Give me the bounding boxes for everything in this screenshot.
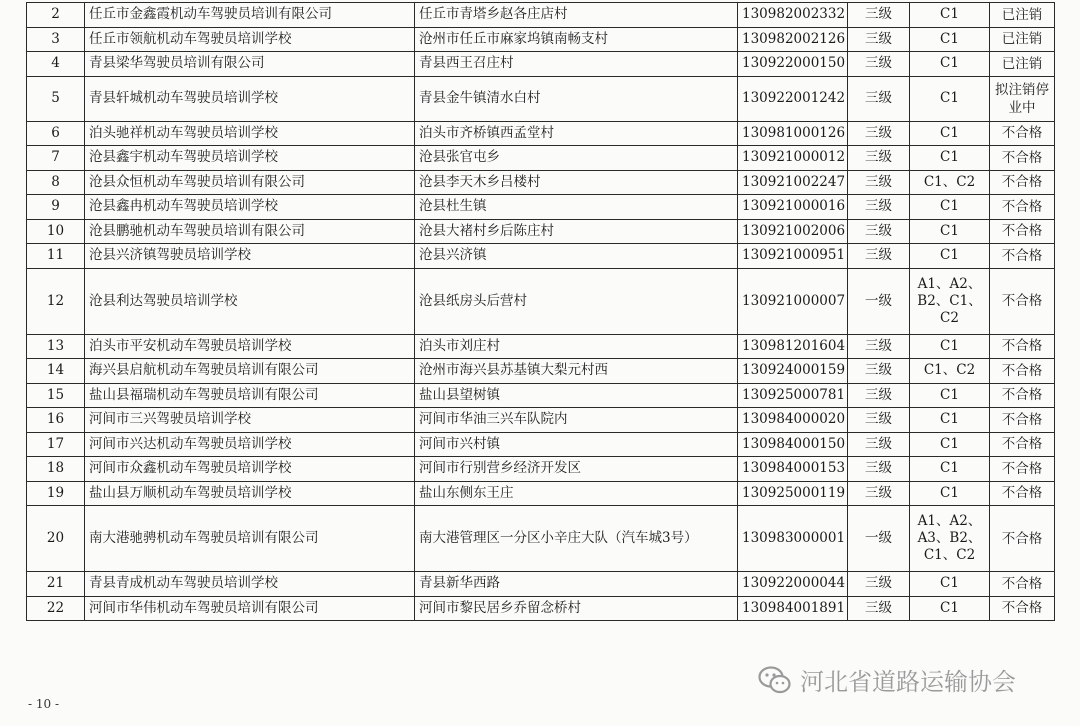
school-level-cell: 三级 [848,432,910,457]
school-name-cell: 沧县鹏驰机动车驾驶员培训有限公司 [85,219,415,244]
license-code-cell: 130984000153 [738,457,848,482]
license-code-cell: 130984000020 [738,408,848,433]
status-cell: 不合格 [990,506,1055,572]
status-cell: 已注销 [990,27,1055,52]
school-name-cell: 泊头驰祥机动车驾驶员培训学校 [85,121,415,146]
school-address-cell: 盐山东侧东王庄 [415,481,738,506]
license-types-cell: C1、C2 [910,359,990,384]
school-address-cell: 青县新华西路 [415,572,738,597]
school-level-cell: 三级 [848,3,910,28]
row-number-cell: 9 [27,195,85,220]
school-address-cell: 青县金牛镇清水白村 [415,76,738,121]
license-types-cell: C1 [910,457,990,482]
school-name-cell: 青县青成机动车驾驶员培训学校 [85,572,415,597]
status-cell: 不合格 [990,457,1055,482]
license-code-cell: 130922001242 [738,76,848,121]
school-level-cell: 三级 [848,195,910,220]
status-cell: 不合格 [990,481,1055,506]
table-row [27,596,1055,621]
school-name-cell: 青县轩城机动车驾驶员培训学校 [85,76,415,121]
school-name-cell: 任丘市金鑫霞机动车驾驶员培训有限公司 [85,3,415,28]
school-address-cell: 河间市兴村镇 [415,432,738,457]
license-types-cell: C1 [910,432,990,457]
license-types-cell: A1、A2、A3、B2、C1、C2 [910,506,990,572]
status-cell: 不合格 [990,383,1055,408]
row-number-cell: 22 [27,596,85,621]
license-types-cell: C1 [910,596,990,621]
school-name-cell: 任丘市领航机动车驾驶员培训学校 [85,27,415,52]
row-number-cell: 11 [27,244,85,269]
license-code-cell: 130984000150 [738,432,848,457]
school-name-cell: 沧县兴济镇驾驶员培训学校 [85,244,415,269]
school-level-cell: 三级 [848,408,910,433]
school-address-cell: 青县西王召庄村 [415,52,738,77]
license-types-cell: C1 [910,121,990,146]
row-number-cell: 21 [27,572,85,597]
table-row [27,572,1055,597]
license-code-cell: 130921000012 [738,146,848,171]
row-number-cell: 20 [27,506,85,572]
school-name-cell: 河间市三兴驾驶员培训学校 [85,408,415,433]
school-address-cell: 河间市黎民居乡乔留念桥村 [415,596,738,621]
school-name-cell: 海兴县启航机动车驾驶员培训有限公司 [85,359,415,384]
table-row [27,481,1055,506]
school-name-cell: 沧县利达驾驶员培训学校 [85,268,415,334]
school-address-cell: 河间市行别营乡经济开发区 [415,457,738,482]
row-number-cell: 4 [27,52,85,77]
license-code-cell: 130921000016 [738,195,848,220]
license-types-cell: C1 [910,219,990,244]
license-types-cell: C1 [910,52,990,77]
school-address-cell: 沧县大褚村乡后陈庄村 [415,219,738,244]
license-code-cell: 130983000001 [738,506,848,572]
table-row [27,408,1055,433]
row-number-cell: 16 [27,408,85,433]
status-cell: 拟注销停业中 [990,76,1055,121]
table-row [27,219,1055,244]
status-cell: 不合格 [990,244,1055,269]
license-types-cell: C1、C2 [910,170,990,195]
license-code-cell: 130921002247 [738,170,848,195]
license-types-cell: C1 [910,195,990,220]
license-types-cell: C1 [910,572,990,597]
status-cell: 不合格 [990,170,1055,195]
school-address-cell: 任丘市青塔乡赵各庄店村 [415,3,738,28]
school-name-cell: 河间市众鑫机动车驾驶员培训学校 [85,457,415,482]
page-number: - 10 - [28,697,60,711]
school-address-cell: 沧县兴济镇 [415,244,738,269]
license-code-cell: 130921000951 [738,244,848,269]
wechat-icon [758,665,792,695]
school-address-cell: 盐山县望树镇 [415,383,738,408]
license-code-cell: 130922000044 [738,572,848,597]
status-cell: 不合格 [990,334,1055,359]
table-row [27,244,1055,269]
school-level-cell: 三级 [848,334,910,359]
license-types-cell: C1 [910,76,990,121]
license-types-cell: C1 [910,3,990,28]
school-name-cell: 盐山县福瑞机动车驾驶员培训有限公司 [85,383,415,408]
license-types-cell: A1、A2、B2、C1、C2 [910,268,990,334]
enterprise-table [26,2,1055,621]
license-types-cell: C1 [910,334,990,359]
table-row [27,457,1055,482]
school-name-cell: 河间市兴达机动车驾驶员培训学校 [85,432,415,457]
school-address-cell: 沧州市任丘市麻家坞镇南畅支村 [415,27,738,52]
license-types-cell: C1 [910,146,990,171]
table-row [27,506,1055,572]
school-address-cell: 南大港管理区一分区小辛庄大队（汽车城3号） [415,506,738,572]
row-number-cell: 8 [27,170,85,195]
row-number-cell: 17 [27,432,85,457]
license-code-cell: 130921000007 [738,268,848,334]
status-cell: 不合格 [990,596,1055,621]
school-address-cell: 河间市华油三兴车队院内 [415,408,738,433]
school-level-cell: 一级 [848,506,910,572]
license-types-cell: C1 [910,481,990,506]
table-row [27,146,1055,171]
status-cell: 不合格 [990,359,1055,384]
status-cell: 不合格 [990,219,1055,244]
license-types-cell: C1 [910,27,990,52]
school-level-cell: 三级 [848,76,910,121]
school-address-cell: 沧县李天木乡吕楼村 [415,170,738,195]
table-row [27,195,1055,220]
table-row [27,170,1055,195]
watermark [758,662,1016,697]
license-code-cell: 130984001891 [738,596,848,621]
license-types-cell: C1 [910,244,990,269]
license-code-cell: 130981201604 [738,334,848,359]
row-number-cell: 3 [27,27,85,52]
school-name-cell: 沧县鑫冉机动车驾驶员培训学校 [85,195,415,220]
table-row [27,334,1055,359]
school-level-cell: 三级 [848,170,910,195]
row-number-cell: 15 [27,383,85,408]
school-address-cell: 泊头市刘庄村 [415,334,738,359]
school-name-cell: 沧县鑫宇机动车驾驶员培训学校 [85,146,415,171]
watermark-text: 河北省道路运输协会 [800,668,1016,696]
school-name-cell: 青县梁华驾驶员培训有限公司 [85,52,415,77]
school-level-cell: 三级 [848,121,910,146]
school-level-cell: 三级 [848,219,910,244]
status-cell: 不合格 [990,121,1055,146]
table-body [27,3,1055,621]
school-level-cell: 三级 [848,359,910,384]
school-level-cell: 三级 [848,27,910,52]
license-code-cell: 130924000159 [738,359,848,384]
school-address-cell: 沧县纸房头后营村 [415,268,738,334]
status-cell: 不合格 [990,268,1055,334]
row-number-cell: 13 [27,334,85,359]
row-number-cell: 5 [27,76,85,121]
school-name-cell: 泊头市平安机动车驾驶员培训学校 [85,334,415,359]
table-row [27,383,1055,408]
row-number-cell: 6 [27,121,85,146]
table-row [27,268,1055,334]
status-cell: 不合格 [990,408,1055,433]
school-name-cell: 沧县众恒机动车驾驶员培训有限公司 [85,170,415,195]
school-level-cell: 三级 [848,457,910,482]
school-level-cell: 三级 [848,244,910,269]
school-level-cell: 三级 [848,146,910,171]
school-address-cell: 沧县杜生镇 [415,195,738,220]
row-number-cell: 10 [27,219,85,244]
license-types-cell: C1 [910,383,990,408]
table-row [27,27,1055,52]
table-row [27,121,1055,146]
school-address-cell: 沧州市海兴县苏基镇大梨元村西 [415,359,738,384]
row-number-cell: 18 [27,457,85,482]
table-row [27,52,1055,77]
row-number-cell: 12 [27,268,85,334]
license-code-cell: 130925000781 [738,383,848,408]
school-name-cell: 河间市华伟机动车驾驶员培训有限公司 [85,596,415,621]
status-cell: 不合格 [990,432,1055,457]
school-name-cell: 盐山县万顺机动车驾驶员培训学校 [85,481,415,506]
school-address-cell: 泊头市齐桥镇西孟堂村 [415,121,738,146]
status-cell: 已注销 [990,3,1055,28]
school-address-cell: 沧县张官屯乡 [415,146,738,171]
license-code-cell: 130922000150 [738,52,848,77]
status-cell: 已注销 [990,52,1055,77]
license-code-cell: 130982002126 [738,27,848,52]
license-code-cell: 130925000119 [738,481,848,506]
row-number-cell: 2 [27,3,85,28]
school-level-cell: 三级 [848,572,910,597]
table-row [27,76,1055,121]
license-code-cell: 130981000126 [738,121,848,146]
status-cell: 不合格 [990,195,1055,220]
table-row [27,359,1055,384]
row-number-cell: 7 [27,146,85,171]
license-code-cell: 130982002332 [738,3,848,28]
school-level-cell: 三级 [848,481,910,506]
school-level-cell: 一级 [848,268,910,334]
license-code-cell: 130921002006 [738,219,848,244]
school-level-cell: 三级 [848,383,910,408]
status-cell: 不合格 [990,572,1055,597]
school-level-cell: 三级 [848,52,910,77]
license-types-cell: C1 [910,408,990,433]
row-number-cell: 19 [27,481,85,506]
school-level-cell: 三级 [848,596,910,621]
table-row [27,3,1055,28]
table-row [27,432,1055,457]
row-number-cell: 14 [27,359,85,384]
school-name-cell: 南大港驰骋机动车驾驶员培训有限公司 [85,506,415,572]
status-cell: 不合格 [990,146,1055,171]
